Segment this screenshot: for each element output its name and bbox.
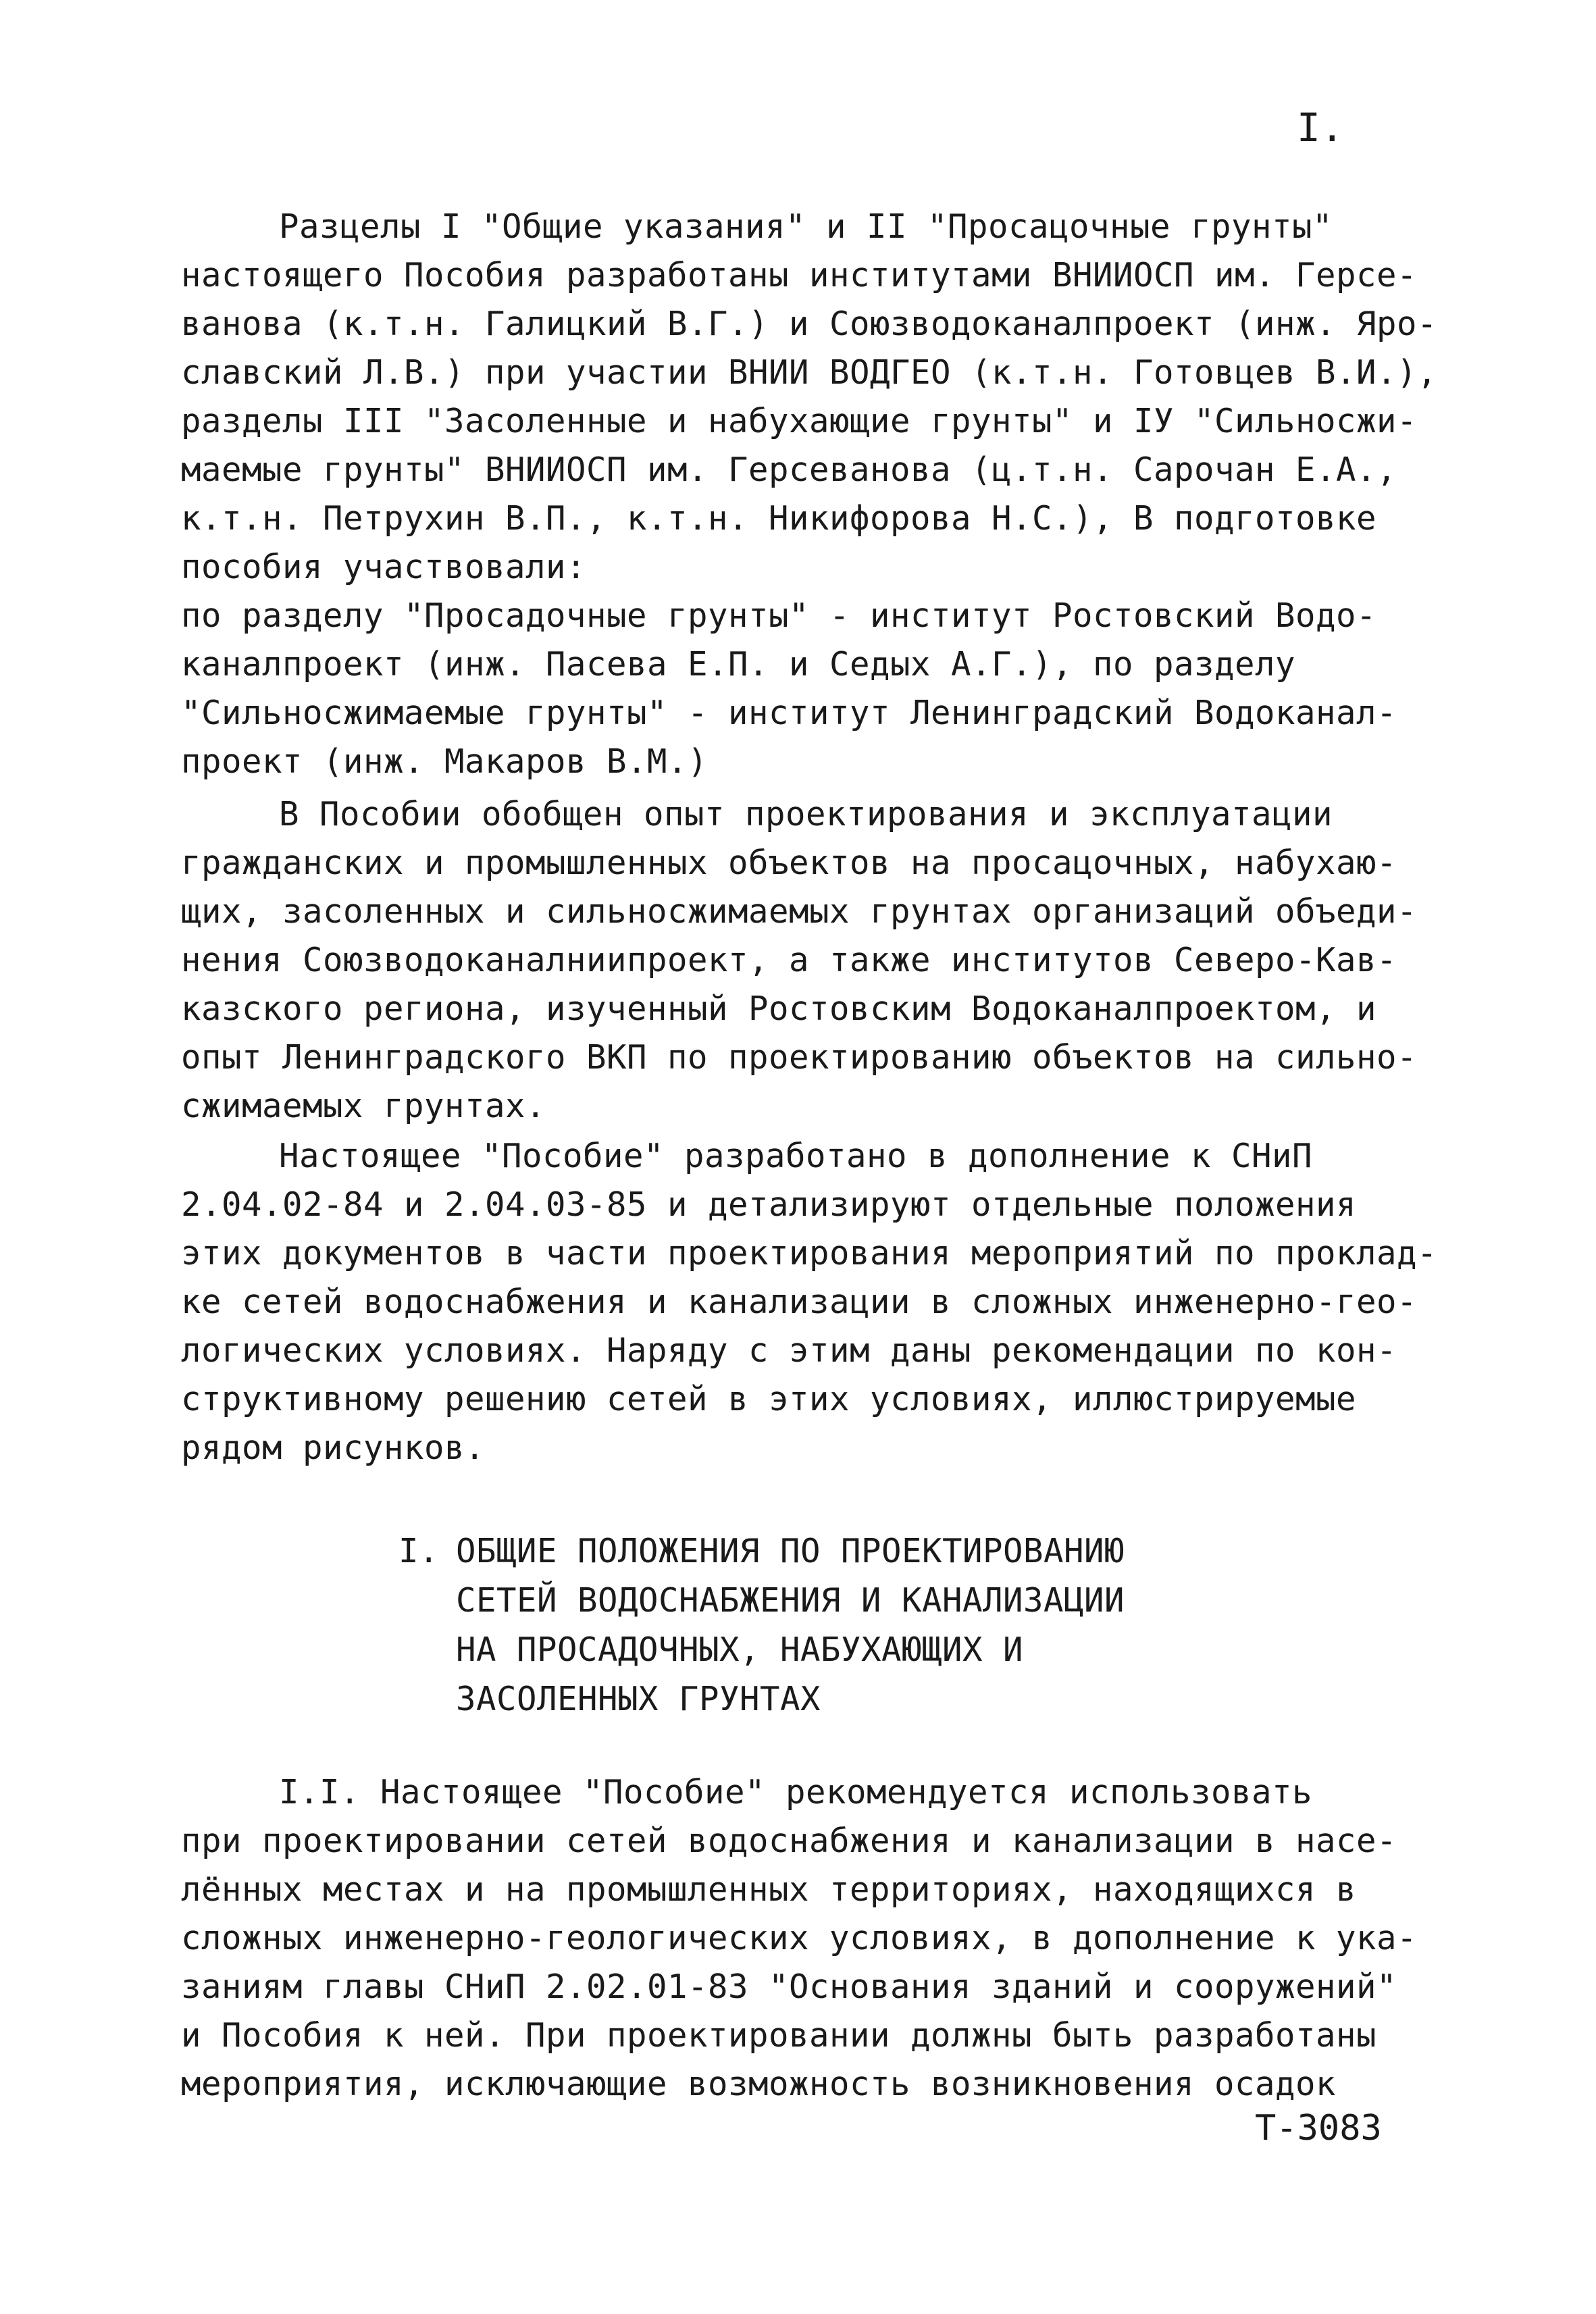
- section-heading: [398, 1526, 1125, 1724]
- text-line: щих, засоленных и сильносжимаемых грунтах организаций объеди-: [181, 892, 1418, 931]
- text-line: сжимаемых грунтах.: [181, 1087, 546, 1125]
- text-line: гражданских и промышленных объектов на просацочных, набухаю-: [181, 844, 1397, 882]
- text-line: этих документов в части проектирования мероприятий по проклад-: [181, 1234, 1438, 1272]
- heading-line: СЕТЕЙ ВОДОСНАБЖЕНИЯ И КАНАЛИЗАЦИИ: [456, 1581, 1125, 1620]
- text-line: В Пособии обобщен опыт проектирования и эксплуатации: [279, 795, 1333, 833]
- text-line: славский Л.В.) при участии ВНИИ ВОДГЕО (к.т.н. Готовцев В.И.),: [181, 353, 1438, 392]
- text-line: сложных инженерно-геологических условиях, в дополнение к ука-: [181, 1919, 1418, 1957]
- text-line: 2.04.02-84 и 2.04.03-85 и детализируют отдельные положения: [181, 1185, 1357, 1224]
- section-number: I.: [398, 1532, 440, 1570]
- text-line: ке сетей водоснабжения и канализации в сложных инженерно-гео-: [181, 1283, 1418, 1321]
- text-line: мероприятия, исключающие возможность возникновения осадок: [181, 2065, 1337, 2103]
- text-line: маемые грунты" ВНИИОСП им. Герсеванова (ц.т.н. Сарочан Е.А.,: [181, 451, 1397, 489]
- generalization-paragraph: [181, 790, 1417, 1131]
- heading-line: ЗАСОЛЕННЫХ ГРУНТАХ: [456, 1680, 821, 1718]
- heading-line: НА ПРОСАДОЧНЫХ, НАБУХАЮЩИХ И: [456, 1630, 1024, 1669]
- section1-paragraph: [181, 1768, 1417, 2109]
- text-line: заниям главы СНиП 2.02.01-83 "Основания зданий и сооружений": [181, 1968, 1397, 2006]
- text-line: ванова (к.т.н. Галицкий В.Г.) и Союзводоканалпроект (инж. Яро-: [181, 305, 1438, 343]
- text-line: каналпроект (инж. Пасева Е.П. и Седых А.Г.), по разделу: [181, 645, 1296, 684]
- text-line: рядом рисунков.: [181, 1429, 486, 1467]
- intro-paragraph: [181, 203, 1438, 786]
- text-line: нения Союзводоканалниипроект, а также институтов Северо-Кав-: [181, 941, 1397, 979]
- text-line: опыт Ленинградского ВКП по проектированию объектов на сильно-: [181, 1038, 1418, 1077]
- text-line: лённых местах и на промышленных территориях, находящихся в: [181, 1870, 1357, 1909]
- document-code: Т-3083: [1255, 2108, 1382, 2149]
- page-number: I.: [1297, 105, 1344, 151]
- text-line: логических условиях. Наряду с этим даны рекомендации по кон-: [181, 1331, 1397, 1370]
- text-line: настоящего Пособия разработаны институтами ВНИИОСП им. Герсе-: [181, 256, 1418, 294]
- text-line: при проектировании сетей водоснабжения и канализации в насе-: [181, 1822, 1397, 1860]
- text-line: пособия участвовали:: [181, 548, 587, 586]
- text-line: казского региона, изученный Ростовским Водоканалпроектом, и: [181, 989, 1377, 1028]
- text-line: разделы III "Засоленные и набухающие грунты" и IУ "Сильносжи-: [181, 402, 1418, 440]
- text-line: по разделу "Просадочные грунты" - институт Ростовский Водо-: [181, 596, 1377, 635]
- text-line: Разцелы I "Общие указания" и II "Просацочные грунты": [279, 207, 1333, 246]
- text-line: и Пособия к ней. При проектировании должны быть разработаны: [181, 2016, 1377, 2055]
- standards-paragraph: [181, 1132, 1438, 1472]
- text-line: проект (инж. Макаров В.М.): [181, 742, 709, 781]
- heading-line: [398, 1526, 1125, 1576]
- text-line: I.I. Настоящее "Пособие" рекомендуется использовать: [279, 1773, 1313, 1811]
- heading-text: ОБЩИЕ ПОЛОЖЕНИЯ ПО ПРОЕКТИРОВАНИЮ: [456, 1532, 1125, 1570]
- text-line: к.т.н. Петрухин В.П., к.т.н. Никифорова Н.С.), В подготовке: [181, 499, 1377, 538]
- text-line: Настоящее "Пособие" разработано в дополнение к СНиП: [279, 1137, 1313, 1175]
- text-line: "Сильносжимаемые грунты" - институт Ленинградский Водоканал-: [181, 694, 1397, 732]
- text-line: структивному решению сетей в этих условиях, иллюстрируемые: [181, 1380, 1357, 1418]
